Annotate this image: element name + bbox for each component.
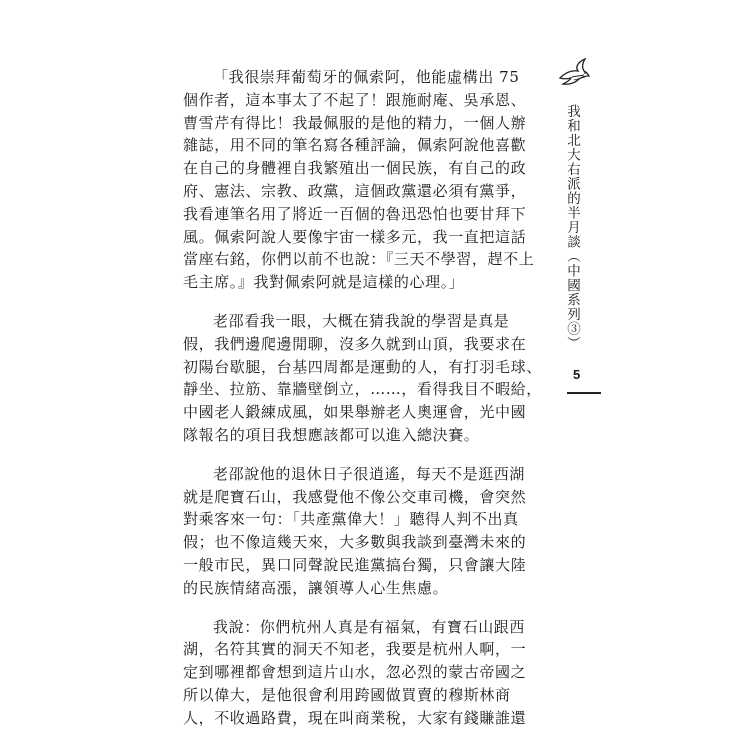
text-line: 當座右銘，你們以前不也說：『三天不學習，趕不上	[183, 250, 535, 269]
text-line: 風。佩索阿說人要像宇宙一樣多元，我一直把這話	[183, 227, 527, 246]
text-line: 我看連筆名用了將近一百個的魯迅恐怕也要甘拜下	[183, 204, 527, 223]
text-line: 初陽台歇腿，台基四周都是運動的人，有打羽毛球、	[183, 357, 542, 376]
text-line: 隊報名的項目我想應該都可以進入總決賽。	[183, 425, 480, 444]
text-line: 老邵說他的退休日子很逍遙，每天不是逛西湖	[213, 464, 526, 483]
text-line: 所以偉大，是他很會利用跨國做買賣的穆斯林商	[183, 685, 511, 704]
text-line: 府、憲法、宗教、政黨，這個政黨還必須有黨爭，	[183, 181, 527, 200]
text-line: 毛主席。』我對佩索阿就是這樣的心理。」	[183, 273, 465, 292]
page-number: 5	[573, 367, 581, 382]
text-line: 湖，名符其實的洞天不知老，我要是杭州人啊，一	[183, 640, 527, 659]
text-line: 雜誌，用不同的筆名寫各種評論，佩索阿說他喜歡	[183, 136, 527, 155]
text-line: 在自己的身體裡自我繁殖出一個民族，有自己的政	[183, 159, 527, 178]
text-line: 「我很崇拜葡萄牙的佩索阿，他能虛構出 75	[213, 68, 520, 86]
text-line: 假；也不像這幾天來，大多數與我談到臺灣未來的	[183, 533, 527, 552]
paragraph-2	[183, 310, 548, 447]
paragraph-3	[183, 463, 548, 600]
bird-logo-icon	[558, 58, 590, 88]
text-line: 定到哪裡都會想到這片山水，忽必烈的蒙古帝國之	[183, 663, 527, 682]
body-text	[183, 66, 548, 746]
text-line: 就是爬寶石山，我感覺他不像公交車司機，會突然	[183, 487, 527, 506]
text-line: 中國老人鍛練成風，如果舉辦老人奧運會，光中國	[183, 403, 527, 422]
text-line: 個作者，這本事太了不起了！跟施耐庵、吳承恩、	[183, 90, 527, 109]
text-line: 對乘客來一句：「共產黨偉大！」聽得人判不出真	[183, 510, 519, 529]
text-line: 人，不收過路費，現在叫商業稅，大家有錢賺誰還	[183, 708, 527, 727]
paragraph-4	[183, 616, 548, 730]
text-line: 假，我們邊爬邊閒聊，沒多久就到山頂，我要求在	[183, 334, 527, 353]
text-line: 一般市民，異口同聲說民進黨搞台獨，只會讓大陸	[183, 555, 527, 574]
page-number-rule	[567, 392, 601, 394]
running-title: 我和北大右派的半月談（中國系列③）	[564, 104, 580, 351]
text-line: 老邵看我一眼，大概在猜我說的學習是真是	[213, 311, 510, 330]
paragraph-1	[183, 66, 548, 294]
text-line: 曹雪芹有得比！我最佩服的是他的精力，一個人辦	[183, 113, 527, 132]
text-line: 靜坐、拉筋、靠牆壁倒立，……，看得我目不暇給，	[183, 380, 542, 399]
text-line: 的民族情緒高漲，讓領導人心生焦慮。	[183, 578, 449, 597]
text-line: 我說：你們杭州人真是有福氣，有寶石山跟西	[213, 617, 526, 636]
